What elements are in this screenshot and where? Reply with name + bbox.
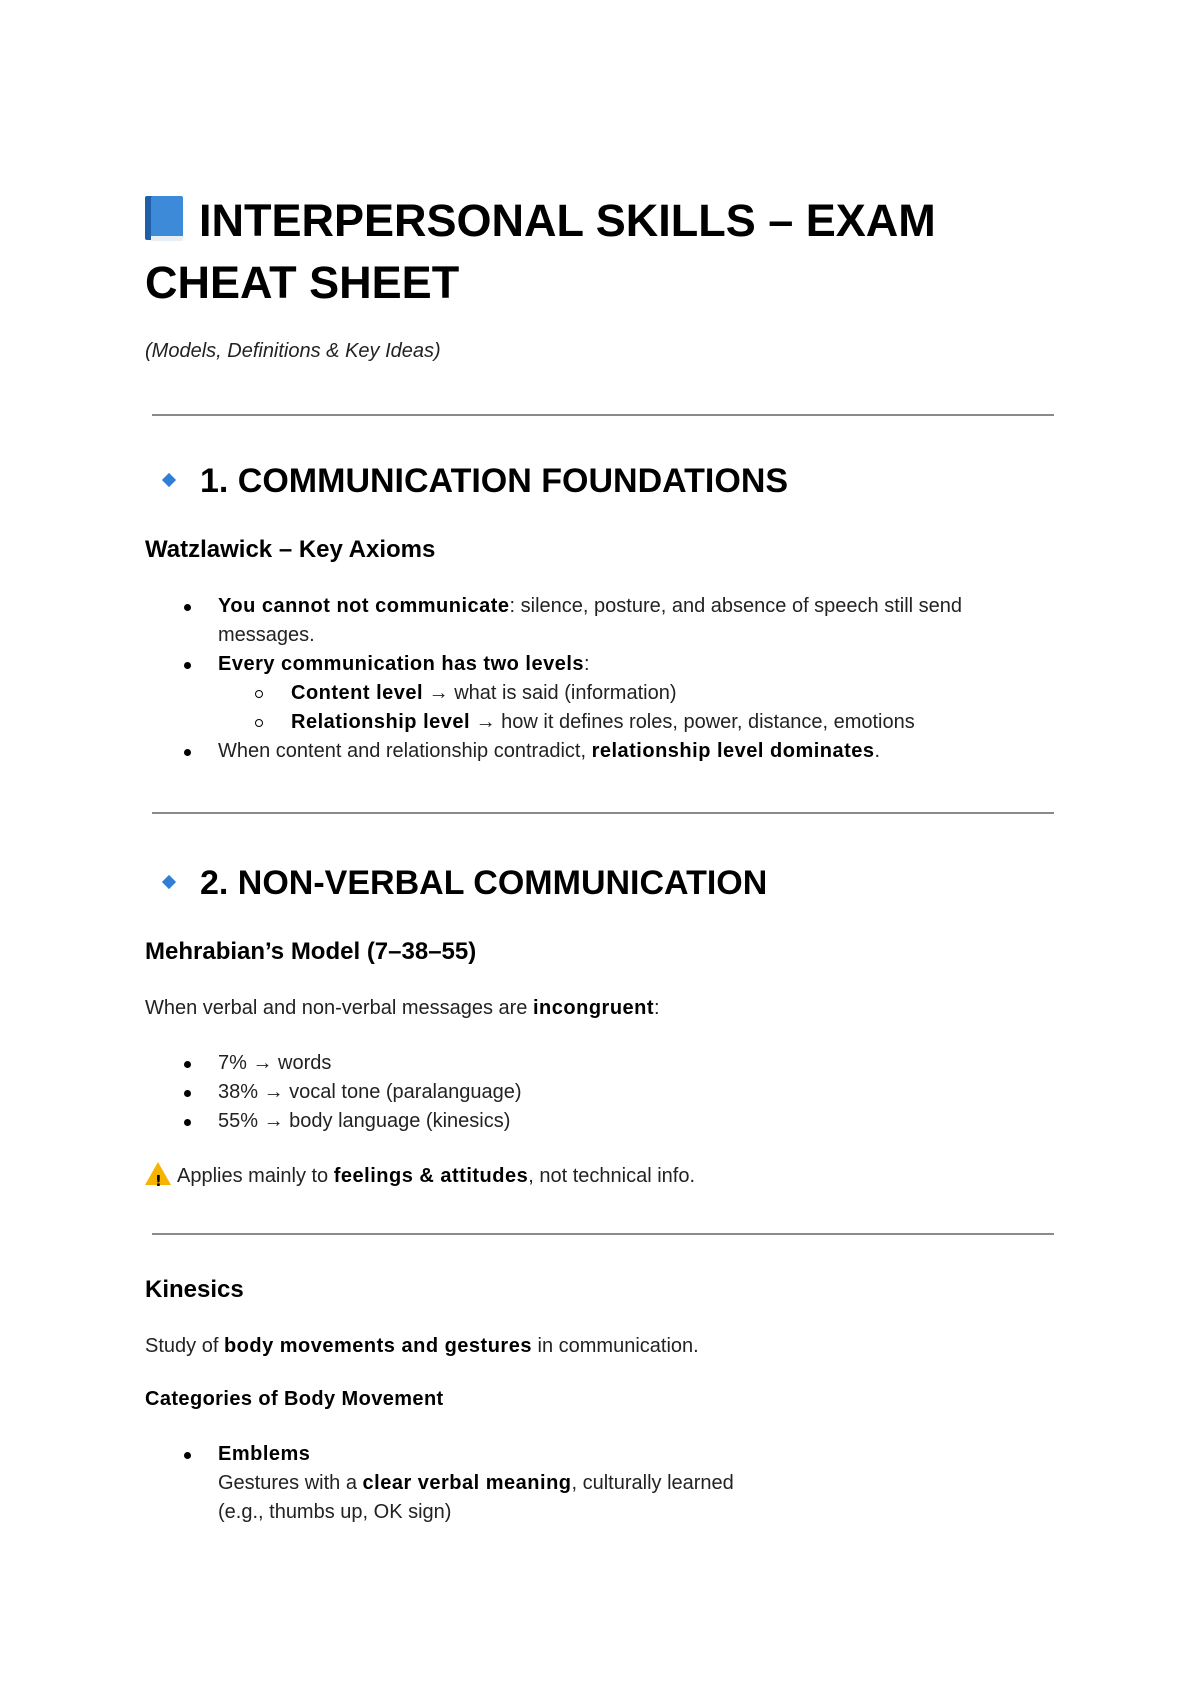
section-heading-text: 2. NON-VERBAL COMMUNICATION (200, 864, 768, 902)
mehrabian-intro: When verbal and non-verbal messages are incongruent: (145, 997, 660, 1019)
divider (152, 812, 1054, 814)
divider (152, 1233, 1054, 1235)
list-item: You cannot not communicate: silence, posture, and absence of speech still send (145, 592, 1045, 621)
page-title (145, 190, 1025, 314)
subheading-watzlawick: Watzlawick – Key Axioms (145, 536, 436, 563)
mehrabian-list (145, 1049, 1045, 1136)
list-item: 38% → vocal tone (paralanguage) (145, 1078, 1045, 1107)
list-item: 7% → words (145, 1049, 1045, 1078)
section-heading-non-verbal (160, 862, 767, 904)
axioms-list (145, 592, 1045, 766)
divider (152, 414, 1054, 416)
categories-heading: Categories of Body Movement (145, 1388, 444, 1410)
list-item-emblems: Emblems Gestures with a clear verbal meaning, culturally learned (e.g., thumbs up, OK sign) (145, 1440, 1045, 1527)
section-heading-communication-foundations (160, 460, 788, 502)
sub-list-item: Content level → what is said (information) (145, 679, 1045, 708)
list-item: 55% → body language (kinesics) (145, 1107, 1045, 1136)
subheading-kinesics: Kinesics (145, 1276, 244, 1303)
blue-diamond-icon (162, 875, 176, 889)
section-heading-text: 1. COMMUNICATION FOUNDATIONS (200, 462, 789, 500)
sub-list-item: Relationship level → how it defines roles, power, distance, emotions (145, 708, 1045, 737)
subheading-mehrabian: Mehrabian’s Model (7–38–55) (145, 938, 477, 965)
page-title-text: INTERPERSONAL SKILLS – EXAM CHEAT SHEET (145, 195, 936, 308)
blue-book-icon (145, 196, 185, 242)
list-item: When content and relationship contradict, relationship level dominates. (145, 737, 1045, 766)
warning-note: !Applies mainly to feelings & attitudes, not technical info. (145, 1162, 695, 1191)
warning-icon (145, 1162, 171, 1185)
body-movement-list (145, 1440, 1045, 1527)
list-item-continuation: messages. (218, 624, 315, 646)
list-item: Every communication has two levels: (145, 650, 1045, 679)
blue-diamond-icon (162, 473, 176, 487)
page-subtitle: (Models, Definitions & Key Ideas) (145, 340, 441, 362)
kinesics-intro: Study of body movements and gestures in communication. (145, 1335, 699, 1357)
